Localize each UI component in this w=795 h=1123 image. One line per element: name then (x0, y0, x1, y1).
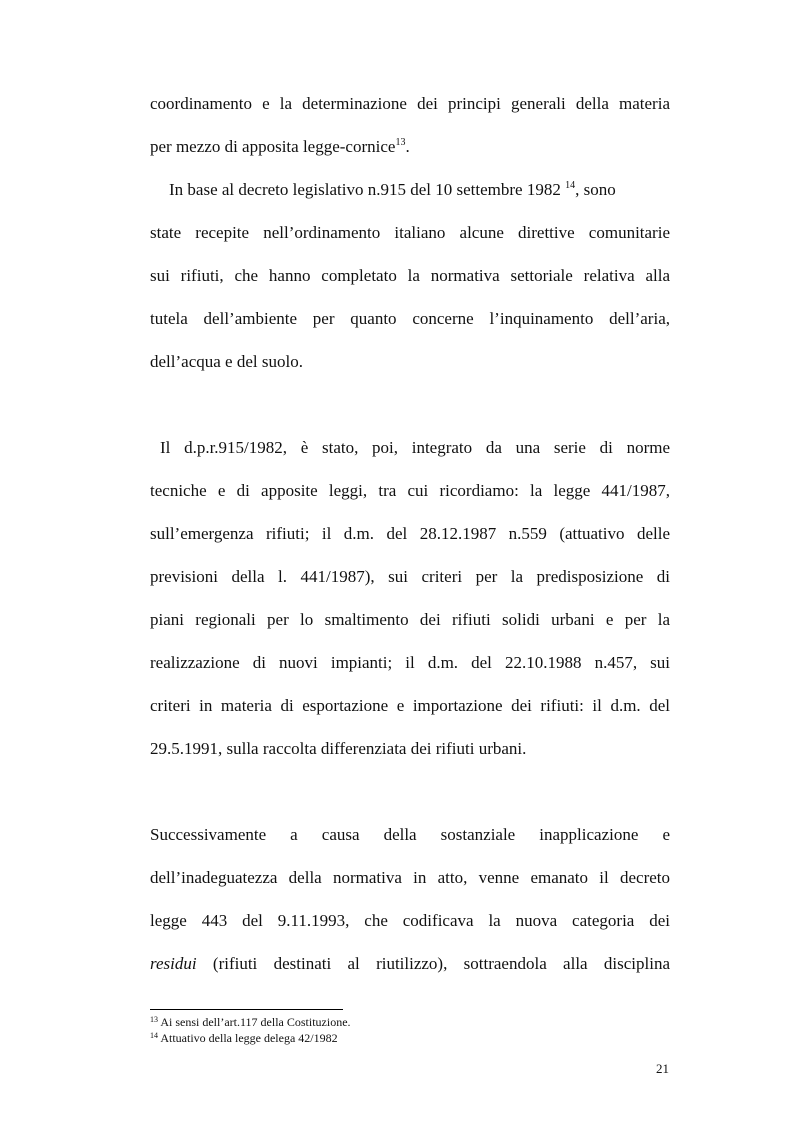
body-line: dell’inadeguatezza della normativa in atto, venne emanato il decreto (150, 868, 670, 887)
body-line: realizzazione di nuovi impianti; il d.m. del 22.10.1988 n.457, sui (150, 653, 670, 672)
body-line: per mezzo di apposita legge-cornice$^{13}$. (150, 137, 410, 156)
body-line: coordinamento e la determinazione dei principi generali della materia (150, 94, 670, 113)
body-line: Successivamente a causa della sostanziale inapplicazione e (150, 825, 670, 844)
footnote-number: 14 (150, 1031, 158, 1040)
body-line: tecniche e di apposite leggi, tra cui ricordiamo: la legge 441/1987, (150, 481, 670, 500)
footnote-ref[interactable]: 13 (395, 137, 406, 148)
body-line: In base al decreto legislativo n.915 del 10 settembre 1982 $^{14}$, sono (169, 180, 616, 199)
body-line: state recepite nell’ordinamento italiano alcune direttive comunitarie (150, 223, 670, 242)
page-number: 21 (656, 1061, 669, 1076)
footnote-separator (150, 1009, 343, 1010)
body-line: piani regionali per lo smaltimento dei rifiuti solidi urbani e per la (150, 610, 670, 629)
footnote-ref[interactable]: 14 (565, 180, 576, 191)
body-line: previsioni della l. 441/1987), sui criteri per la predisposizione di (150, 567, 670, 586)
body-line: sull’emergenza rifiuti; il d.m. del 28.12.1987 n.559 (attuativo delle (150, 524, 670, 543)
footnote: $^{13}$ Ai sensi dell’art.117 della Costituzione. (150, 1015, 351, 1029)
italic-term: residui (150, 954, 197, 973)
body-line: legge 443 del 9.11.1993, che codificava la nuova categoria dei (150, 911, 670, 930)
body-line: 29.5.1991, sulla raccolta differenziata dei rifiuti urbani. (150, 739, 527, 758)
footnote: $^{14}$ Attuativo della legge delega 42/1982 (150, 1031, 338, 1045)
body-line: criteri in materia di esportazione e importazione dei rifiuti: il d.m. del (150, 696, 670, 715)
body-line: tutela dell’ambiente per quanto concerne l’inquinamento dell’aria, (150, 309, 670, 328)
body-line: dell’acqua e del suolo. (150, 352, 303, 371)
body-line: residui (rifiuti destinati al riutilizzo), sottraendola alla disciplina (150, 954, 670, 973)
body-line: sui rifiuti, che hanno completato la normativa settoriale relativa alla (150, 266, 670, 285)
footnote-number: 13 (150, 1015, 158, 1024)
body-line: Il d.p.r.915/1982, è stato, poi, integrato da una serie di norme (160, 438, 670, 457)
